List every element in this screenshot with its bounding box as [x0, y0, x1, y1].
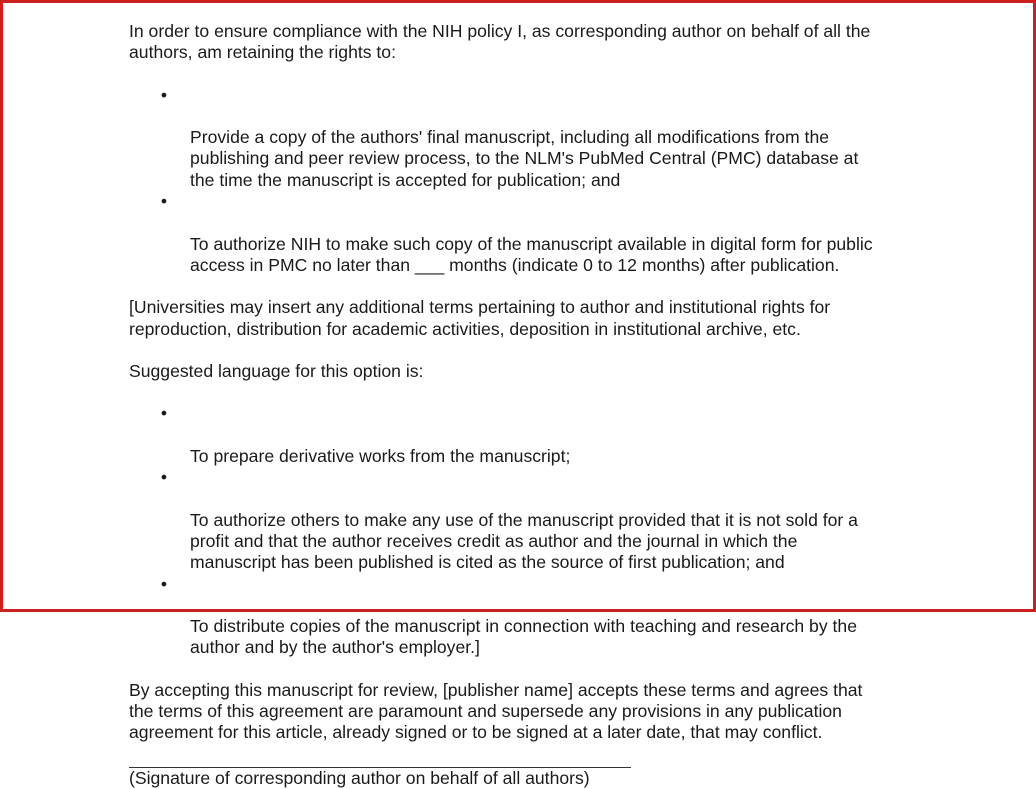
suggested-heading: Suggested language for this option is:: [129, 360, 424, 381]
universities-note: [Universities may insert any additional terms pertaining to author and institutional rights for reproduction, distribution for academic activities, deposition in institutional archive, etc.: [129, 297, 831, 339]
list-item: [129, 403, 929, 467]
bullet-icon: •: [160, 573, 168, 594]
list-item-text: To authorize NIH to make such copy of the manuscript available in digital form for public access in PMC no later than ___ months (indicate 0 to 12 months) after publication.: [190, 233, 873, 275]
spacer: [129, 340, 929, 361]
bullet-icon: •: [160, 84, 168, 105]
bullet-icon: •: [160, 403, 168, 424]
bullet-icon: •: [160, 191, 168, 212]
list-item-text: Provide a copy of the authors' final manuscript, including all modifications from the publishing and peer review process, to the NLM's PubMed Central (PMC) database at the time the manuscript is accepted for publication; and: [190, 127, 859, 190]
suggested-list: [129, 403, 929, 659]
list-item: [129, 467, 929, 573]
list-item: [129, 191, 929, 276]
intro-paragraph: In order to ensure compliance with the NIH policy I, as corresponding author on behalf of all the authors, am retaining the rights to:: [129, 21, 871, 63]
list-item-text: To prepare derivative works from the manuscript;: [190, 445, 571, 466]
document-body: [129, 21, 929, 789]
spacer: [129, 64, 929, 85]
bullet-icon: •: [160, 467, 168, 488]
closing-paragraph: By accepting this manuscript for review, [publisher name] accepts these terms and agrees that the terms of this agreement are paramount and supersede any provisions in any publication agreement for this article, already signed or to be signed at a later date, that may conflict.: [129, 679, 863, 743]
signature-caption: (Signature of corresponding author on behalf of all authors): [129, 767, 590, 788]
list-item: [129, 574, 929, 659]
list-item: [129, 85, 929, 191]
spacer: [129, 382, 929, 403]
list-item-text: To distribute copies of the manuscript in connection with teaching and research by the author and by the author's employer.]: [190, 616, 857, 658]
spacer: [129, 659, 929, 680]
list-item-text: To authorize others to make any use of the manuscript provided that it is not sold for a profit and that the author receives credit as author and the journal in which the manuscript has been published is cited as the source of first publication; and: [190, 509, 858, 573]
rights-list: [129, 85, 929, 277]
spacer: [129, 276, 929, 297]
